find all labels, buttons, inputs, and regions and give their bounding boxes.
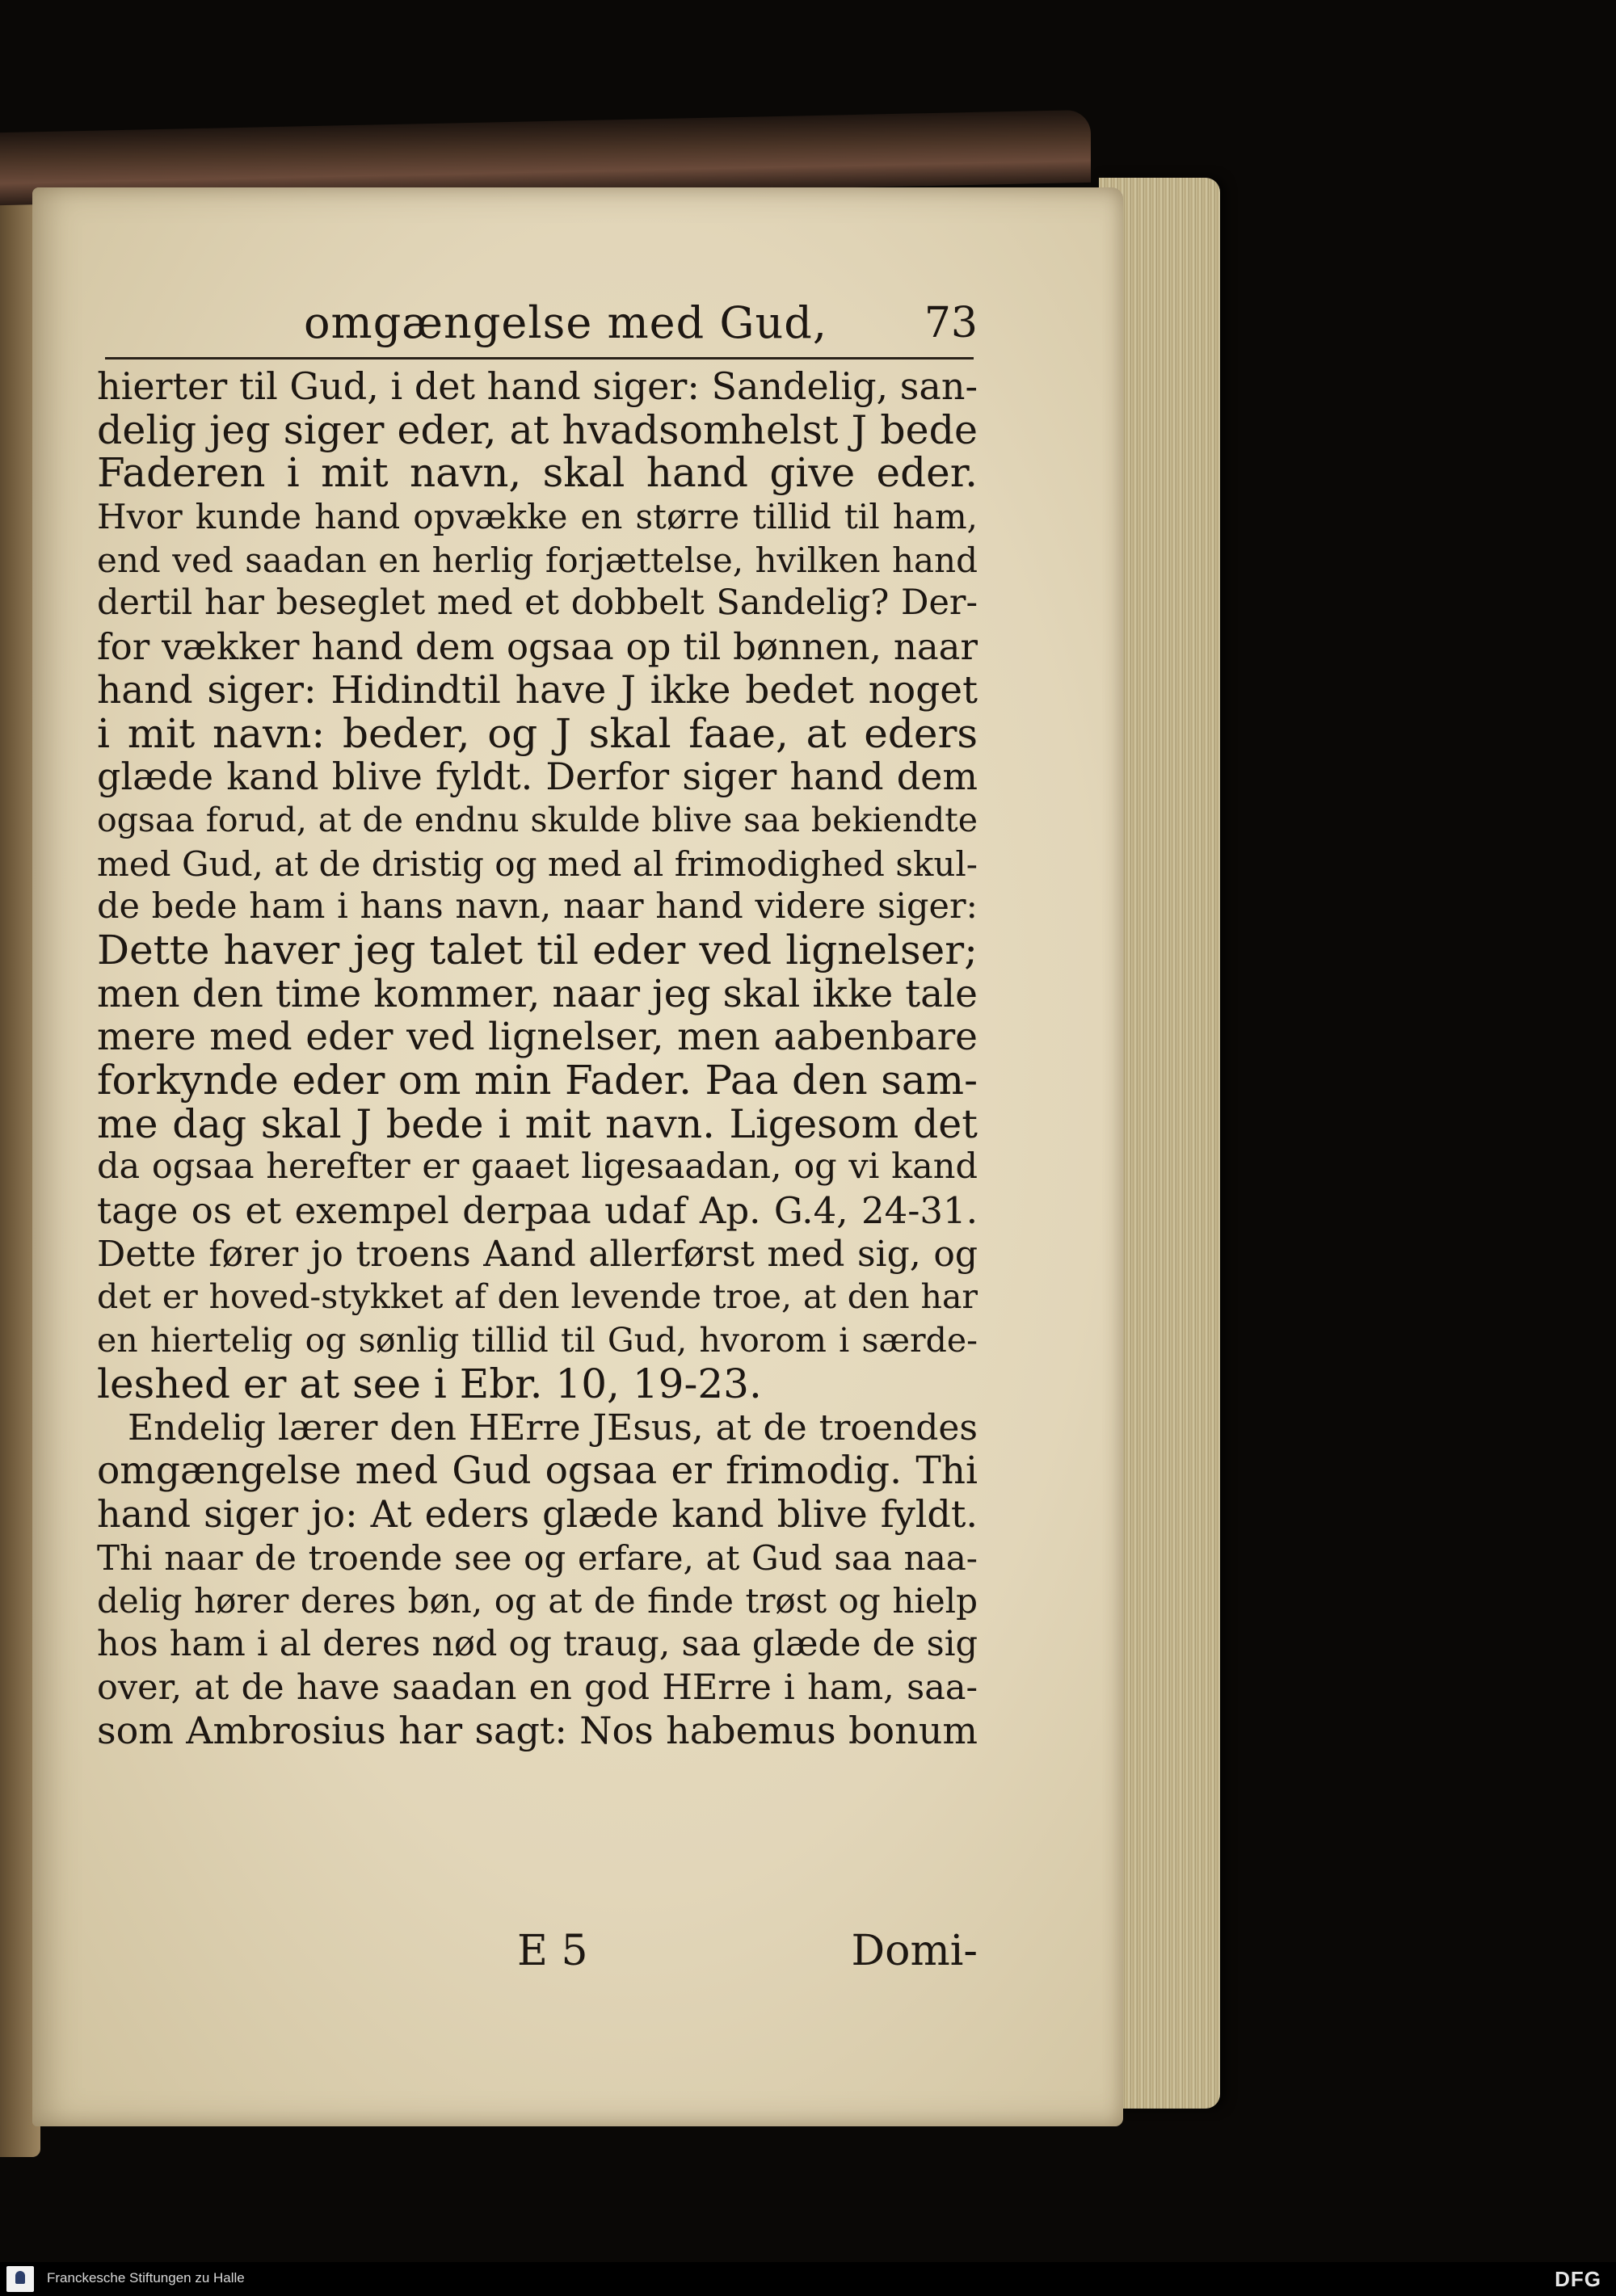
text-line: for vækker hand dem ogsaa op til bønnen, naar	[97, 625, 978, 669]
page-header	[267, 297, 978, 362]
text-line: hos ham i al deres nød og traug, saa glæde de sig	[97, 1623, 978, 1664]
text-line: delig jeg siger eder, at hvadsomhelst J bede	[97, 406, 978, 453]
text-line: Endelig lærer den HErre JEsus, at de troendes	[128, 1407, 978, 1449]
text-line: ogsaa forud, at de endnu skulde blive saa bekiendte	[97, 800, 978, 839]
text-line: men den time kommer, naar jeg skal ikke tale	[97, 971, 978, 1016]
signature-mark: E 5	[517, 1927, 588, 1975]
text-line: over, at de have saadan en god HErre i ham, saa-	[97, 1667, 978, 1708]
text-line: hand siger: Hidindtil have J ikke bedet noget	[97, 667, 978, 713]
text-line: da ogsaa herefter er gaaet ligesaadan, og vi kand	[97, 1146, 978, 1188]
text-line: tage os et exempel derpaa udaf Ap. G.4, 24-31.	[97, 1189, 978, 1233]
text-line: Thi naar de troende see og erfare, at Gud saa naa-	[97, 1537, 978, 1578]
text-line: Faderen i mit navn, skal hand give eder.	[97, 449, 978, 497]
running-head: omgængelse med Gud,	[304, 297, 827, 348]
body-text	[97, 365, 978, 1753]
text-line: som Ambrosius har sagt: Nos habemus bonum	[97, 1709, 978, 1753]
text-line: en hiertelig og sønlig tillid til Gud, hvorom i særde-	[97, 1321, 978, 1360]
institution-logo-icon	[6, 2266, 34, 2292]
attribution-bar	[0, 2262, 1616, 2296]
header-rule	[105, 357, 974, 360]
text-line: hierter til Gud, i det hand siger: Sandelig, san-	[97, 364, 978, 408]
page-footer	[517, 1927, 978, 1983]
text-line: med Gud, at de dristig og med al frimodighed skul-	[97, 843, 978, 884]
text-line: end ved saadan en herlig forjættelse, hvilken hand	[97, 540, 978, 580]
text-line: mere med eder ved lignelser, men aabenbare	[97, 1015, 978, 1060]
funder-logo: DFG	[1555, 2267, 1601, 2291]
text-line: me dag skal J bede i mit navn. Ligesom det	[97, 1100, 978, 1147]
text-line: omgængelse med Gud ogsaa er frimodig. Thi	[97, 1449, 978, 1494]
text-line: glæde kand blive fyldt. Derfor siger hand dem	[97, 755, 978, 799]
text-line: forkynde eder om min Fader. Paa den sam-	[97, 1057, 978, 1104]
catchword: Domi-	[851, 1927, 978, 1975]
text-line: i mit navn: beder, og J skal faae, at eders	[97, 709, 978, 757]
text-line: Hvor kunde hand opvække en større tillid til ham,	[97, 497, 978, 537]
text-line: dertil har beseglet med et dobbelt Sandelig? Der-	[97, 582, 978, 624]
text-line: det er hoved-stykket af den levende troe, at den har	[97, 1277, 978, 1317]
page-number: 73	[924, 299, 978, 347]
text-line: Dette fører jo troens Aand allerførst med sig, og	[97, 1233, 978, 1275]
institution-name: Franckesche Stiftungen zu Halle	[47, 2270, 245, 2285]
text-line: delig hører deres bøn, og at de finde trøst og hielp	[97, 1581, 978, 1621]
text-line: hand siger jo: At eders glæde kand blive fyldt.	[97, 1491, 978, 1536]
text-line: leshed er at see i Ebr. 10, 19-23.	[97, 1360, 762, 1407]
text-line: Dette haver jeg talet til eder ved lignelser;	[97, 926, 978, 973]
text-line: de bede ham i hans navn, naar hand videre siger:	[97, 886, 978, 927]
